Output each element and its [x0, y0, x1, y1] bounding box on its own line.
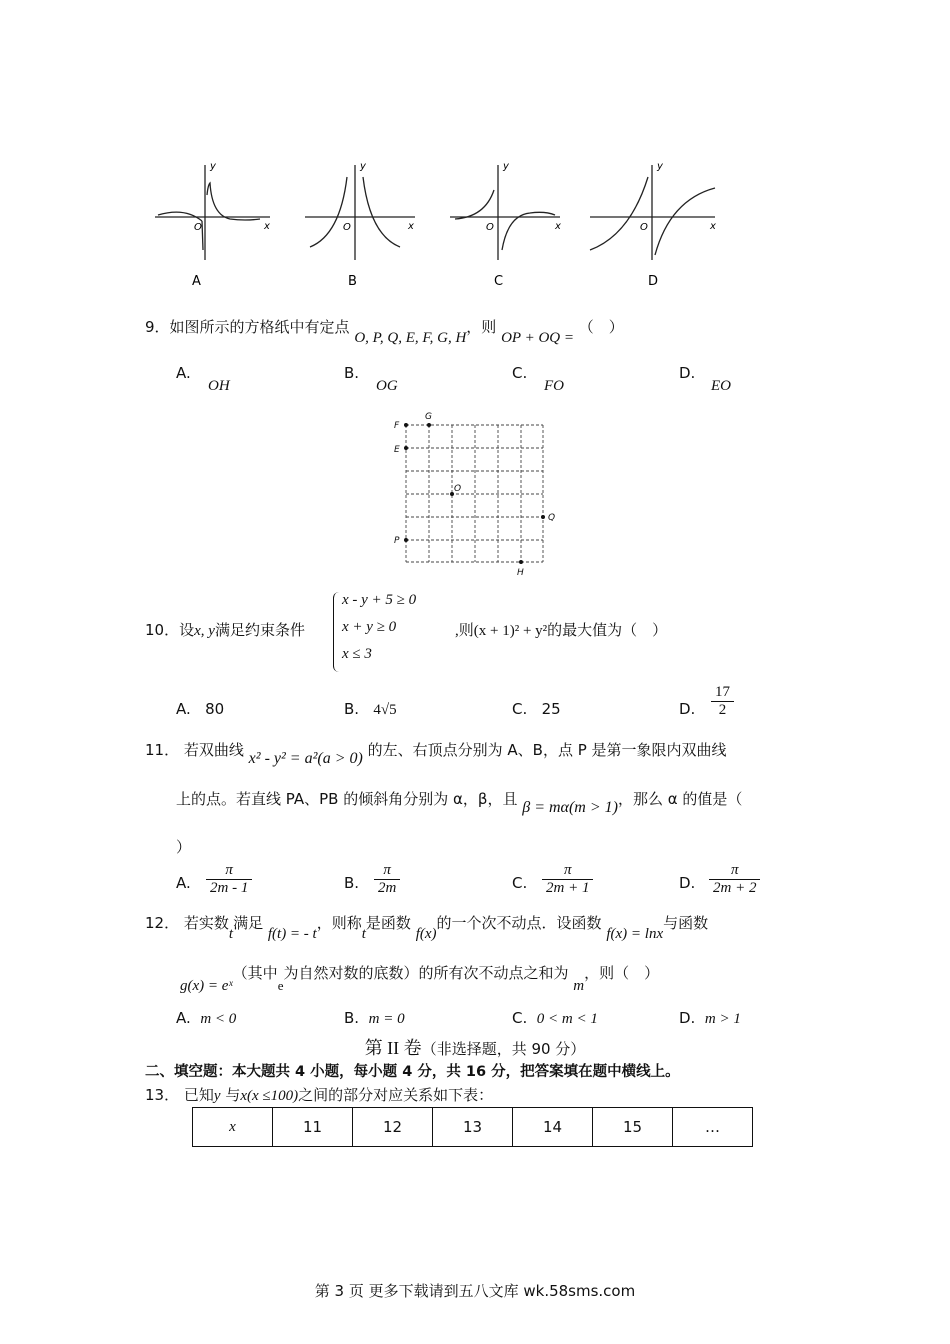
q9-stem: [145, 316, 624, 346]
q11-option-b-frac: [374, 862, 400, 897]
graph-a-y: y: [210, 161, 216, 172]
q12-option-d[interactable]: [679, 1009, 741, 1028]
q13-table: [192, 1107, 753, 1147]
q10-text1: 设: [179, 621, 195, 639]
table-cell: 14: [513, 1108, 593, 1147]
graph-c-origin: O: [486, 222, 494, 233]
graph-b-x: x: [408, 221, 414, 232]
q10-constraint-1: x - y + 5 ≥ 0: [342, 592, 417, 608]
q11-options: [176, 862, 796, 906]
q11-b-num: π: [374, 862, 400, 880]
q10-d-num: 17: [711, 684, 734, 702]
q12-option-d-label: D.: [679, 1009, 696, 1027]
q10-option-d-frac: [711, 684, 734, 719]
q11-condition: β = mα(m > 1): [522, 799, 618, 816]
q12-t-2: t: [361, 926, 366, 942]
q10-option-c[interactable]: [512, 700, 561, 718]
q9-option-d-value: EO: [711, 378, 731, 394]
grid-label-g: G: [425, 412, 432, 422]
q9-option-a[interactable]: [176, 364, 230, 394]
graph-d-label: D: [648, 274, 659, 289]
graph-a-origin: O: [194, 222, 202, 233]
q10-option-d[interactable]: [679, 684, 730, 718]
q12-line2: [180, 962, 660, 994]
table-row: [193, 1108, 753, 1147]
q12-options: [176, 1009, 796, 1035]
q12-option-a-label: A.: [176, 1009, 191, 1027]
q12-line1: [145, 912, 709, 942]
q12-t9: ，则（ ）: [584, 964, 660, 982]
q9-points: O, P, Q, E, F, G, H: [354, 330, 467, 346]
q11-line2b: ，那么 α 的值是（: [617, 790, 743, 808]
q11-option-c-label: C.: [512, 874, 528, 892]
q10-text2: 满足约束条件: [214, 621, 305, 639]
q11-line2: [176, 788, 743, 816]
q11-b-den: 2m: [378, 880, 397, 896]
part2-title: 第 II 卷: [364, 1038, 422, 1058]
q10-option-c-label: C.: [512, 700, 528, 718]
q13-t1: 已知: [183, 1086, 214, 1104]
q11-option-d-frac: [709, 862, 760, 897]
q9-number: 9．: [145, 318, 170, 336]
q12-t: t: [228, 926, 234, 942]
q9-option-d[interactable]: [679, 364, 731, 394]
q13-number: 13．: [145, 1086, 180, 1104]
q12-t3: ，则称: [316, 914, 362, 932]
q10-option-a-value: 80: [205, 700, 225, 718]
graph-a-x: x: [264, 221, 270, 232]
q11-a-num: π: [206, 862, 252, 880]
q10-stem: [145, 619, 305, 640]
q12-ft: f(t) = - t: [267, 926, 317, 942]
q13-stem: [145, 1084, 493, 1105]
table-cell: 13: [433, 1108, 513, 1147]
q9-grid-figure: [388, 410, 563, 580]
table-cell: 11: [273, 1108, 353, 1147]
q12-t1: 若实数: [183, 914, 229, 932]
q11-option-d-label: D.: [679, 874, 696, 892]
q13-t2: 与: [225, 1086, 241, 1104]
graph-a: [155, 165, 270, 260]
q11-line3: ）: [176, 838, 192, 856]
q12-lnx: f(x) = lnx: [606, 926, 664, 942]
q9-text: 如图所示的方格纸中有定点: [169, 318, 350, 336]
page-footer: 第 3 页 更多下载请到五八文库 wk.58sms.com: [314, 1282, 636, 1300]
q12-option-d-value: m > 1: [704, 1011, 741, 1027]
q9-option-c-value: FO: [544, 378, 564, 394]
q11-option-c-frac: [542, 862, 593, 897]
graph-d-origin: O: [640, 222, 648, 233]
q9-option-a-label: A.: [176, 364, 191, 382]
q11-option-a-frac: [206, 862, 252, 897]
q12-option-b-value: m = 0: [368, 1011, 405, 1027]
q9-option-b-label: B.: [344, 364, 360, 382]
q9-option-d-label: D.: [679, 364, 696, 382]
q11-line1: [145, 739, 727, 767]
q9-options: [176, 364, 796, 396]
grid-label-h: H: [517, 568, 524, 578]
q11-equation: x² - y² = a²(a > 0): [248, 750, 363, 767]
q10-number: 10．: [145, 621, 180, 639]
q11-option-a-label: A.: [176, 874, 191, 892]
q12-gx: g(x) = eˣ: [180, 978, 233, 994]
q10-option-b-value: 4√5: [373, 702, 397, 718]
q10-option-b-label: B.: [344, 700, 360, 718]
q10-option-b[interactable]: [344, 700, 397, 719]
q11-option-b-label: B.: [344, 874, 360, 892]
graph-d: [590, 165, 715, 260]
q12-e: e: [277, 978, 284, 993]
grid-label-f: F: [394, 421, 400, 431]
part2-subtitle: （非选择题，共 90 分）: [421, 1040, 586, 1058]
q10-text3: ,则(x + 1)² + y²的最大值为（ ）: [455, 623, 668, 639]
q12-option-a[interactable]: [176, 1009, 236, 1028]
grid-label-p: P: [394, 536, 400, 546]
q11-number: 11．: [145, 741, 180, 759]
table-cell: x: [193, 1108, 273, 1147]
q9-option-a-value: OH: [208, 378, 230, 394]
function-graphs: [150, 155, 730, 295]
q11-a-den: 2m - 1: [210, 880, 249, 896]
q9-expr: OP + OQ =: [501, 330, 574, 346]
table-cell: 12: [353, 1108, 433, 1147]
graph-b-y: y: [360, 161, 366, 172]
q10-option-c-value: 25: [541, 700, 561, 718]
q10-options: [176, 684, 796, 730]
section2-title: 二、填空题：本大题共 4 小题，每小题 4 分，共 16 分，把答案填在题中横线上。: [145, 1064, 680, 1080]
q12-option-b[interactable]: [344, 1009, 405, 1028]
q9-option-c[interactable]: [512, 364, 564, 394]
q12-fx: f(x): [415, 926, 437, 942]
graph-b-label: B: [348, 274, 357, 289]
q12-number: 12．: [145, 914, 180, 932]
q11-text2: 的左、右顶点分别为 A、B，点 P 是第一象限内双曲线: [367, 741, 727, 759]
q12-m: m: [573, 978, 585, 994]
q12-t4: 是函数: [365, 914, 411, 932]
graph-a-label: A: [192, 274, 201, 289]
table-cell: …: [673, 1108, 753, 1147]
q11-c-den: 2m + 1: [546, 880, 590, 896]
q9-option-c-label: C.: [512, 364, 528, 382]
q12-t6: 与函数: [663, 914, 709, 932]
graph-d-y: y: [657, 161, 663, 172]
grid-label-o: O: [454, 484, 462, 494]
q11-d-den: 2m + 2: [713, 880, 757, 896]
q12-option-c-label: C.: [512, 1009, 528, 1027]
q10-d-den: 2: [718, 702, 727, 718]
q10-option-a-label: A.: [176, 700, 191, 718]
q12-option-b-label: B.: [344, 1009, 360, 1027]
part2-heading: [0, 1034, 950, 1060]
grid-label-e: E: [394, 445, 400, 455]
q12-t5: 的一个次不动点．设函数: [436, 914, 602, 932]
q12-option-a-value: m < 0: [200, 1011, 237, 1027]
q10-constraints: [333, 592, 462, 672]
q9-option-b[interactable]: [344, 364, 398, 394]
q12-t7: （其中: [232, 964, 278, 982]
q9-paren: （ ）: [578, 318, 624, 336]
grid-label-q: Q: [548, 513, 556, 523]
graph-b-origin: O: [343, 222, 351, 233]
q10-option-a[interactable]: [176, 700, 224, 718]
graph-d-x: x: [710, 221, 716, 232]
q9-option-b-value: OG: [376, 378, 398, 394]
q9-text-mid: ，则: [466, 318, 497, 336]
q11-c-num: π: [542, 862, 593, 880]
q12-t8: 为自然对数的底数）的所有次不动点之和为: [283, 964, 569, 982]
q13-y: y: [213, 1088, 221, 1104]
q10-constraint-3: x ≤ 3: [342, 646, 372, 662]
q11-line2a: 上的点。若直线 PA、PB 的倾斜角分别为 α，β，且: [176, 790, 518, 808]
table-cell: 15: [593, 1108, 673, 1147]
q10-option-d-label: D.: [679, 700, 696, 718]
q10-vars: x, y: [194, 623, 215, 639]
graph-c-x: x: [555, 221, 561, 232]
q12-option-c[interactable]: [512, 1009, 598, 1028]
graph-c-y: y: [503, 161, 509, 172]
q10-constraint-2: x + y ≥ 0: [342, 619, 397, 635]
q11-text1: 若双曲线: [183, 741, 244, 759]
graph-c: [450, 165, 560, 260]
q12-option-c-value: 0 < m < 1: [536, 1011, 598, 1027]
q11-d-num: π: [709, 862, 760, 880]
graph-c-label: C: [494, 274, 504, 289]
graph-b: [305, 165, 415, 260]
q13-t3: 之间的部分对应关系如下表：: [298, 1086, 494, 1104]
q13-cond: x(x ≤100): [240, 1088, 299, 1104]
q12-t2: 满足: [233, 914, 264, 932]
